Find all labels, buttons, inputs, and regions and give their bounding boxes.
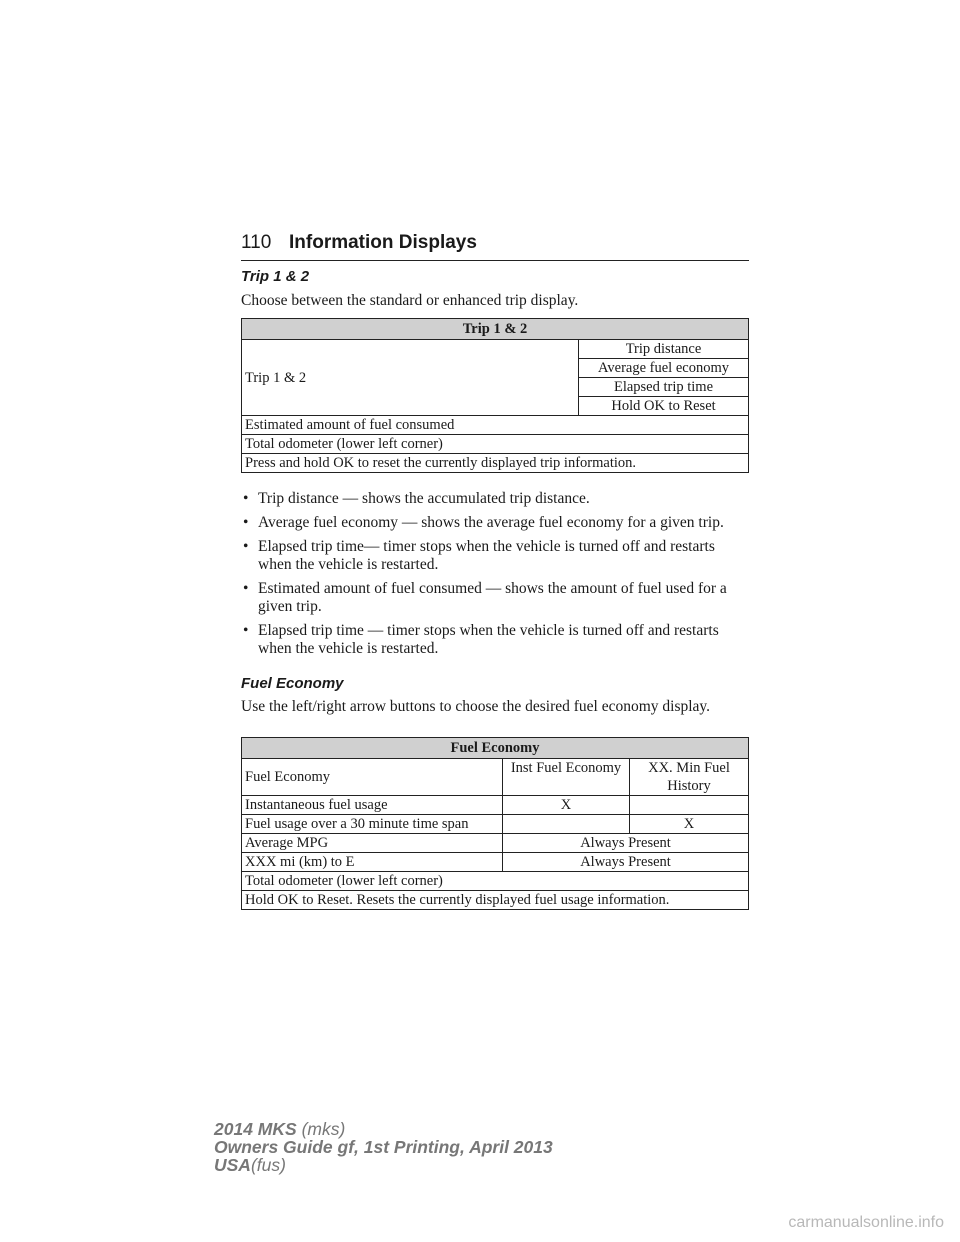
trip-table-row-label: Trip 1 & 2 (242, 340, 579, 416)
table-cell: X (503, 796, 630, 815)
bullet-text: Elapsed trip time— timer stops when the vehicle is turned off and restarts when the vehicle is restarted. (258, 538, 715, 573)
table-row (242, 853, 749, 872)
page-header (241, 232, 749, 261)
bullet-icon: • (243, 490, 249, 507)
list-item (241, 514, 749, 532)
table-cell (630, 796, 749, 815)
bullet-icon: • (243, 580, 249, 597)
trip-bullet-list (241, 490, 749, 664)
table-row (242, 872, 749, 891)
trip-table-title: Trip 1 & 2 (242, 319, 749, 340)
table-cell: Always Present (503, 834, 749, 853)
site-watermark: carmanualsonline.info (788, 1214, 944, 1231)
footer-model-code: (mks) (301, 1119, 346, 1139)
trip-table-subitem: Average fuel economy (579, 359, 749, 378)
footer-model: 2014 MKS (214, 1119, 297, 1139)
trip-table-subitem: Trip distance (579, 340, 749, 359)
table-cell: Average MPG (242, 834, 503, 853)
list-item (241, 622, 749, 658)
fuel-table-title: Fuel Economy (242, 738, 749, 759)
table-row (242, 796, 749, 815)
print-footer (214, 1120, 553, 1174)
bullet-icon: • (243, 514, 249, 531)
bullet-text: Average fuel economy — shows the average fuel economy for a given trip. (258, 514, 724, 531)
trip-section-heading: Trip 1 & 2 (241, 268, 310, 285)
footer-market: USA (214, 1155, 251, 1175)
trip-table (241, 318, 749, 473)
fuel-section-heading: Fuel Economy (241, 675, 344, 692)
list-item (241, 580, 749, 616)
table-row (242, 891, 749, 910)
trip-table-row: Press and hold OK to reset the currently displayed trip information. (242, 454, 749, 473)
table-cell: Instantaneous fuel usage (242, 796, 503, 815)
bullet-icon: • (243, 622, 249, 639)
fuel-table (241, 737, 749, 910)
list-item (241, 490, 749, 508)
table-cell: Fuel usage over a 30 minute time span (242, 815, 503, 834)
table-cell: Total odometer (lower left corner) (242, 872, 749, 891)
table-cell: XXX mi (km) to E (242, 853, 503, 872)
bullet-text: Estimated amount of fuel consumed — shows the amount of fuel used for a given trip. (258, 580, 727, 615)
list-item (241, 538, 749, 574)
table-cell: Always Present (503, 853, 749, 872)
fuel-section-intro: Use the left/right arrow buttons to choose the desired fuel economy display. (241, 698, 711, 715)
bullet-icon: • (243, 538, 249, 555)
footer-market-code: (fus) (250, 1155, 286, 1175)
table-row (242, 834, 749, 853)
table-cell: X (630, 815, 749, 834)
fuel-table-header-cell: Inst Fuel Economy (503, 759, 630, 796)
trip-table-row: Total odometer (lower left corner) (242, 435, 749, 454)
table-cell (503, 815, 630, 834)
trip-table-row: Estimated amount of fuel consumed (242, 416, 749, 435)
trip-table-subitem: Elapsed trip time (579, 378, 749, 397)
trip-table-subitem: Hold OK to Reset (579, 397, 749, 416)
page-number: 110 (241, 232, 272, 253)
trip-section-intro: Choose between the standard or enhanced trip display. (241, 292, 579, 309)
bullet-text: Trip distance — shows the accumulated trip distance. (258, 490, 590, 507)
footer-guide: Owners Guide gf, 1st Printing, April 2013 (214, 1137, 553, 1157)
bullet-text: Elapsed trip time — timer stops when the vehicle is turned off and restarts when the vehicle is restarted. (258, 622, 719, 657)
table-cell: Hold OK to Reset. Resets the currently displayed fuel usage information. (242, 891, 749, 910)
page-title: Information Displays (289, 232, 477, 253)
table-row (242, 815, 749, 834)
fuel-table-header-cell: Fuel Economy (242, 759, 503, 796)
fuel-table-header-cell: XX. Min Fuel History (630, 759, 749, 796)
